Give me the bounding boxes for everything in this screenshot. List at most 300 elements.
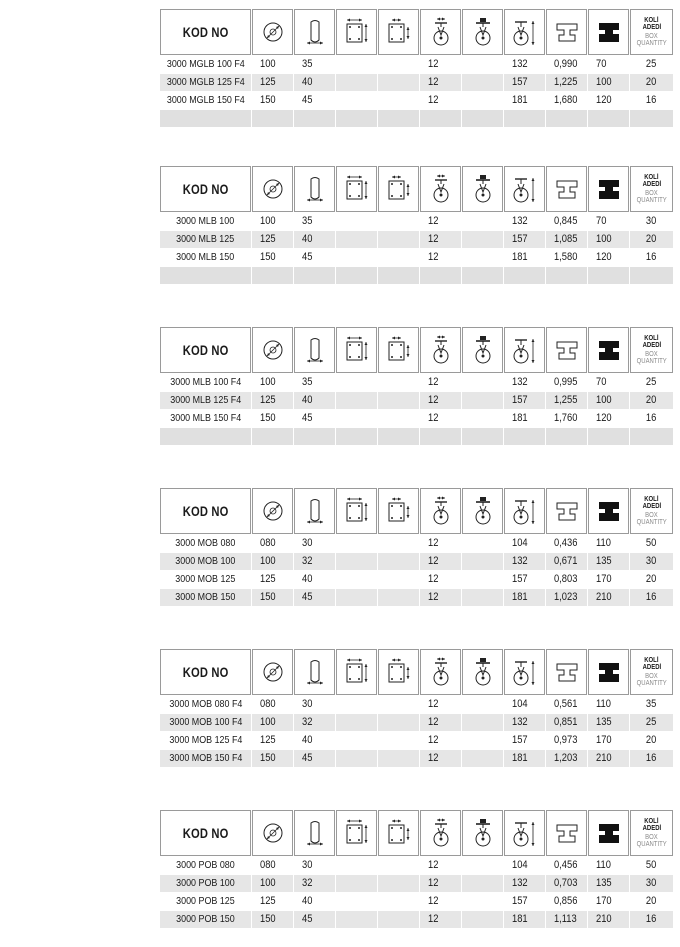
box-quantity-cell xyxy=(630,571,673,588)
weight-value: 1,580 xyxy=(554,251,578,263)
box-quantity-value: 50 xyxy=(646,537,657,549)
box-quantity-cell xyxy=(630,392,673,409)
bolt-hole-cell xyxy=(378,213,419,230)
wheel-diameter-cell xyxy=(252,571,293,588)
box-label: BOX xyxy=(645,351,658,358)
box-quantity-cell xyxy=(630,213,673,230)
overall-height-value: 157 xyxy=(512,895,528,907)
code-header-label: KOD NO xyxy=(182,664,229,680)
wheel-diameter-icon xyxy=(262,661,284,683)
product-code-cell xyxy=(160,535,251,552)
wheel-diameter-cell xyxy=(252,911,293,928)
load-capacity-cell xyxy=(588,213,629,230)
product-code-value: 3000 MLB 150 xyxy=(176,251,235,263)
icon-header-cell xyxy=(336,649,377,695)
swivel-offset-cell xyxy=(420,249,461,266)
blank-cell xyxy=(294,110,335,127)
wheel-diameter-cell xyxy=(252,893,293,910)
wheel-width-cell xyxy=(294,911,335,928)
box-quantity-cell xyxy=(630,74,673,91)
product-code-value: 3000 MGLB 100 F4 xyxy=(166,58,245,70)
box-quantity-cell xyxy=(630,911,673,928)
swivel-offset-value: 12 xyxy=(428,233,439,245)
box-label: BOX xyxy=(645,673,658,680)
overall-height-cell xyxy=(504,535,545,552)
plate-size-cell xyxy=(336,249,377,266)
weight-cell xyxy=(546,589,587,606)
wheel-width-value: 40 xyxy=(302,233,313,245)
load-capacity-cell xyxy=(588,911,629,928)
spec-table xyxy=(160,810,675,928)
table-row xyxy=(160,589,675,606)
box-quantity-header-cell xyxy=(630,649,673,695)
product-code-cell xyxy=(160,875,251,892)
icon-header-cell xyxy=(588,488,629,534)
icon-header-cell xyxy=(378,810,419,856)
icon-header-cell xyxy=(588,810,629,856)
product-code-cell xyxy=(160,74,251,91)
wheel-width-value: 45 xyxy=(302,251,313,263)
quantity-label: QUANTITY xyxy=(636,40,667,47)
blank-row xyxy=(160,267,675,284)
load-capacity-value: 120 xyxy=(596,412,612,424)
wheel-width-value: 45 xyxy=(302,591,313,603)
box-quantity-value: 16 xyxy=(646,251,657,263)
blank-cell xyxy=(160,428,251,445)
box-quantity-value: 30 xyxy=(646,555,657,567)
box-quantity-cell xyxy=(630,893,673,910)
blank-cell xyxy=(336,110,377,127)
code-header-cell xyxy=(160,166,251,212)
overall-height-cell xyxy=(504,392,545,409)
wheel-width-cell xyxy=(294,56,335,73)
bolt-hole-cell xyxy=(378,571,419,588)
overall-height-cell xyxy=(504,74,545,91)
overall-height-value: 132 xyxy=(512,877,528,889)
bolt-hole-cell xyxy=(378,714,419,731)
box-quantity-value: 20 xyxy=(646,76,657,88)
wheel-width-cell xyxy=(294,213,335,230)
swivel-offset-value: 12 xyxy=(428,76,439,88)
plate-size-cell xyxy=(336,74,377,91)
blank-cell xyxy=(378,428,419,445)
adedi-label: ADEDİ xyxy=(642,342,661,349)
table-row xyxy=(160,249,675,266)
overall-height-cell xyxy=(504,911,545,928)
swivel-offset-value: 12 xyxy=(428,251,439,263)
icon-header-cell xyxy=(378,488,419,534)
wheel-diameter-cell xyxy=(252,392,293,409)
blank-cell xyxy=(504,267,545,284)
bolt-hole-cell xyxy=(378,374,419,391)
product-code-cell xyxy=(160,893,251,910)
bolt-hole-cell xyxy=(378,392,419,409)
wheel-width-icon xyxy=(304,658,326,686)
code-header-cell xyxy=(160,9,251,55)
box-quantity-cell xyxy=(630,231,673,248)
plate-size-cell xyxy=(336,714,377,731)
icon-header-cell xyxy=(588,166,629,212)
quantity-label: QUANTITY xyxy=(636,519,667,526)
overall-height-cell xyxy=(504,231,545,248)
code-header-label: KOD NO xyxy=(182,503,229,519)
plate-size-cell xyxy=(336,374,377,391)
load-capacity-value: 170 xyxy=(596,895,612,907)
plate-size-cell xyxy=(336,213,377,230)
blank-cell xyxy=(462,428,503,445)
table-row xyxy=(160,410,675,427)
plate-size-icon xyxy=(344,497,370,525)
product-code-value: 3000 MLB 100 F4 xyxy=(170,376,241,388)
load-capacity-cell xyxy=(588,571,629,588)
load-capacity-cell xyxy=(588,732,629,749)
load-capacity-cell xyxy=(588,696,629,713)
weight-cell xyxy=(546,857,587,874)
icon-header-cell xyxy=(546,488,587,534)
swivel-offset-cell xyxy=(420,535,461,552)
wheel-width-value: 35 xyxy=(302,58,313,70)
load-capacity-icon xyxy=(596,178,622,200)
wheel-diameter-value: 100 xyxy=(260,555,276,567)
icon-header-cell xyxy=(588,649,629,695)
load-capacity-value: 100 xyxy=(596,394,612,406)
icon-header-cell xyxy=(252,9,293,55)
table-row xyxy=(160,56,675,73)
product-code-value: 3000 MOB 080 F4 xyxy=(169,698,242,710)
wheel-width-cell xyxy=(294,571,335,588)
icon-header-cell xyxy=(588,327,629,373)
table-row xyxy=(160,74,675,91)
box-quantity-value: 35 xyxy=(646,698,657,710)
wheel-width-value: 35 xyxy=(302,215,313,227)
icon-header-cell xyxy=(462,488,503,534)
blank-cell xyxy=(588,267,629,284)
box-quantity-cell xyxy=(630,714,673,731)
wheel-width-cell xyxy=(294,92,335,109)
box-quantity-value: 16 xyxy=(646,94,657,106)
box-quantity-value: 16 xyxy=(646,752,657,764)
product-code-cell xyxy=(160,714,251,731)
load-capacity-value: 210 xyxy=(596,913,612,925)
swivel-offset-cell xyxy=(420,74,461,91)
table-row xyxy=(160,696,675,713)
wheel-diameter-cell xyxy=(252,535,293,552)
wheel-diameter-value: 150 xyxy=(260,913,276,925)
product-code-cell xyxy=(160,553,251,570)
table-header xyxy=(160,810,675,856)
plate-size-cell xyxy=(336,732,377,749)
bolt-hole-cell xyxy=(378,875,419,892)
code-header-label: KOD NO xyxy=(182,825,229,841)
swivel-offset-cell xyxy=(420,911,461,928)
table-header xyxy=(160,166,675,212)
swivel-value-cell xyxy=(462,553,503,570)
weight-cell xyxy=(546,893,587,910)
product-code-value: 3000 POB 150 xyxy=(176,913,235,925)
blank-cell xyxy=(294,267,335,284)
swivel-offset-icon xyxy=(429,174,453,204)
weight-cell xyxy=(546,553,587,570)
load-capacity-cell xyxy=(588,589,629,606)
box-quantity-value: 20 xyxy=(646,394,657,406)
weight-icon xyxy=(554,500,580,522)
swivel-offset-icon xyxy=(429,17,453,47)
table-row xyxy=(160,750,675,767)
swivel-offset-cell xyxy=(420,750,461,767)
overall-height-icon xyxy=(512,17,538,47)
koli-label: KOLİ xyxy=(644,174,659,181)
box-quantity-cell xyxy=(630,732,673,749)
quantity-label: QUANTITY xyxy=(636,841,667,848)
wheel-width-cell xyxy=(294,732,335,749)
product-code-cell xyxy=(160,410,251,427)
overall-height-cell xyxy=(504,213,545,230)
table-row xyxy=(160,92,675,109)
overall-height-icon xyxy=(512,818,538,848)
weight-value: 1,023 xyxy=(554,591,578,603)
table-row xyxy=(160,857,675,874)
icon-header-cell xyxy=(294,649,335,695)
blank-row xyxy=(160,110,675,127)
wheel-diameter-cell xyxy=(252,589,293,606)
swivel-offset-value: 12 xyxy=(428,913,439,925)
wheel-width-cell xyxy=(294,893,335,910)
wheel-width-cell xyxy=(294,410,335,427)
swivel-offset-cell xyxy=(420,857,461,874)
blank-cell xyxy=(252,428,293,445)
plate-size-cell xyxy=(336,911,377,928)
swivel-value-cell xyxy=(462,750,503,767)
wheel-diameter-cell xyxy=(252,231,293,248)
box-quantity-value: 20 xyxy=(646,895,657,907)
swivel-value-cell xyxy=(462,589,503,606)
adedi-label: ADEDİ xyxy=(642,825,661,832)
icon-header-cell xyxy=(378,649,419,695)
plate-size-cell xyxy=(336,893,377,910)
box-quantity-cell xyxy=(630,249,673,266)
box-quantity-header-cell xyxy=(630,327,673,373)
box-quantity-cell xyxy=(630,553,673,570)
wheel-diameter-icon xyxy=(262,500,284,522)
load-capacity-value: 100 xyxy=(596,233,612,245)
wheel-width-value: 45 xyxy=(302,913,313,925)
product-code-value: 3000 POB 080 xyxy=(176,859,235,871)
bolt-hole-cell xyxy=(378,911,419,928)
plate-size-icon xyxy=(344,18,370,46)
plate-size-icon xyxy=(344,658,370,686)
swivel-offset-value: 12 xyxy=(428,859,439,871)
wheel-diameter-value: 100 xyxy=(260,716,276,728)
blank-cell xyxy=(336,267,377,284)
icon-header-cell xyxy=(294,9,335,55)
load-capacity-value: 210 xyxy=(596,591,612,603)
weight-icon xyxy=(554,822,580,844)
weight-cell xyxy=(546,392,587,409)
swivel-offset-cell xyxy=(420,875,461,892)
koli-label: KOLİ xyxy=(644,818,659,825)
load-capacity-icon xyxy=(596,822,622,844)
icon-header-cell xyxy=(420,810,461,856)
swivel-offset-value: 12 xyxy=(428,591,439,603)
overall-height-cell xyxy=(504,714,545,731)
swivel-offset-value: 12 xyxy=(428,555,439,567)
overall-height-cell xyxy=(504,893,545,910)
bolt-hole-cell xyxy=(378,696,419,713)
blank-cell xyxy=(160,110,251,127)
bolt-hole-icon xyxy=(386,497,412,525)
product-code-value: 3000 MGLB 125 F4 xyxy=(166,76,245,88)
code-header-label: KOD NO xyxy=(182,24,229,40)
overall-height-value: 132 xyxy=(512,555,528,567)
box-quantity-value: 25 xyxy=(646,716,657,728)
product-code-cell xyxy=(160,911,251,928)
wheel-width-icon xyxy=(304,18,326,46)
icon-header-cell xyxy=(462,810,503,856)
bolt-hole-icon xyxy=(386,175,412,203)
overall-height-value: 132 xyxy=(512,716,528,728)
box-quantity-value: 16 xyxy=(646,913,657,925)
wheel-diameter-cell xyxy=(252,249,293,266)
blank-cell xyxy=(546,110,587,127)
icon-header-cell xyxy=(462,166,503,212)
box-quantity-cell xyxy=(630,589,673,606)
swivel-offset-value: 12 xyxy=(428,58,439,70)
box-quantity-header-cell xyxy=(630,9,673,55)
plate-size-cell xyxy=(336,231,377,248)
icon-header-cell xyxy=(294,488,335,534)
load-capacity-cell xyxy=(588,249,629,266)
swivel-value-cell xyxy=(462,714,503,731)
load-capacity-value: 70 xyxy=(596,215,607,227)
wheel-diameter-cell xyxy=(252,56,293,73)
wheel-diameter-cell xyxy=(252,213,293,230)
load-capacity-cell xyxy=(588,553,629,570)
table-row xyxy=(160,571,675,588)
product-code-cell xyxy=(160,750,251,767)
box-label: BOX xyxy=(645,33,658,40)
wheel-width-cell xyxy=(294,231,335,248)
swivel-caster-icon xyxy=(471,174,495,204)
table-row xyxy=(160,553,675,570)
overall-height-value: 132 xyxy=(512,215,528,227)
box-quantity-cell xyxy=(630,750,673,767)
overall-height-value: 157 xyxy=(512,394,528,406)
icon-header-cell xyxy=(252,327,293,373)
plate-size-cell xyxy=(336,589,377,606)
box-quantity-header-cell xyxy=(630,488,673,534)
swivel-offset-value: 12 xyxy=(428,895,439,907)
wheel-diameter-cell xyxy=(252,374,293,391)
wheel-width-value: 45 xyxy=(302,412,313,424)
icon-header-cell xyxy=(546,649,587,695)
table-header xyxy=(160,327,675,373)
product-code-value: 3000 MOB 125 F4 xyxy=(169,734,242,746)
code-header-cell xyxy=(160,488,251,534)
load-capacity-icon xyxy=(596,21,622,43)
table-row xyxy=(160,714,675,731)
overall-height-value: 104 xyxy=(512,537,528,549)
box-quantity-cell xyxy=(630,857,673,874)
overall-height-value: 157 xyxy=(512,573,528,585)
icon-header-cell xyxy=(336,166,377,212)
plate-size-cell xyxy=(336,553,377,570)
load-capacity-cell xyxy=(588,231,629,248)
swivel-offset-cell xyxy=(420,553,461,570)
swivel-offset-cell xyxy=(420,696,461,713)
overall-height-cell xyxy=(504,589,545,606)
load-capacity-value: 70 xyxy=(596,58,607,70)
wheel-diameter-value: 150 xyxy=(260,94,276,106)
wheel-diameter-value: 125 xyxy=(260,394,276,406)
icon-header-cell xyxy=(420,649,461,695)
weight-value: 1,203 xyxy=(554,752,578,764)
box-quantity-value: 25 xyxy=(646,58,657,70)
table-row xyxy=(160,893,675,910)
wheel-width-cell xyxy=(294,249,335,266)
swivel-offset-cell xyxy=(420,392,461,409)
overall-height-icon xyxy=(512,496,538,526)
wheel-width-value: 30 xyxy=(302,859,313,871)
box-quantity-value: 16 xyxy=(646,412,657,424)
table-row xyxy=(160,374,675,391)
koli-label: KOLİ xyxy=(644,496,659,503)
table-row xyxy=(160,535,675,552)
swivel-offset-value: 12 xyxy=(428,412,439,424)
box-quantity-cell xyxy=(630,374,673,391)
product-code-value: 3000 POB 100 xyxy=(176,877,235,889)
table-header xyxy=(160,649,675,695)
product-code-cell xyxy=(160,696,251,713)
wheel-width-icon xyxy=(304,497,326,525)
weight-cell xyxy=(546,750,587,767)
blank-cell xyxy=(630,428,673,445)
wheel-width-cell xyxy=(294,553,335,570)
box-quantity-header-cell xyxy=(630,166,673,212)
weight-icon xyxy=(554,661,580,683)
code-header-cell xyxy=(160,327,251,373)
swivel-offset-cell xyxy=(420,410,461,427)
swivel-offset-cell xyxy=(420,374,461,391)
swivel-value-cell xyxy=(462,392,503,409)
blank-cell xyxy=(420,110,461,127)
weight-cell xyxy=(546,535,587,552)
spec-table xyxy=(160,9,675,127)
load-capacity-cell xyxy=(588,750,629,767)
overall-height-value: 157 xyxy=(512,76,528,88)
overall-height-value: 181 xyxy=(512,251,528,263)
product-code-value: 3000 MLB 100 xyxy=(176,215,235,227)
load-capacity-cell xyxy=(588,410,629,427)
spec-table xyxy=(160,166,675,284)
weight-cell xyxy=(546,213,587,230)
load-capacity-cell xyxy=(588,714,629,731)
swivel-offset-icon xyxy=(429,496,453,526)
overall-height-value: 157 xyxy=(512,233,528,245)
swivel-offset-icon xyxy=(429,818,453,848)
swivel-offset-cell xyxy=(420,893,461,910)
swivel-offset-cell xyxy=(420,714,461,731)
overall-height-value: 181 xyxy=(512,94,528,106)
bolt-hole-cell xyxy=(378,732,419,749)
swivel-caster-icon xyxy=(471,657,495,687)
plate-size-cell xyxy=(336,571,377,588)
product-code-value: 3000 MOB 125 xyxy=(175,573,236,585)
icon-header-cell xyxy=(336,488,377,534)
icon-header-cell xyxy=(420,327,461,373)
bolt-hole-cell xyxy=(378,535,419,552)
icon-header-cell xyxy=(252,488,293,534)
wheel-width-value: 40 xyxy=(302,76,313,88)
